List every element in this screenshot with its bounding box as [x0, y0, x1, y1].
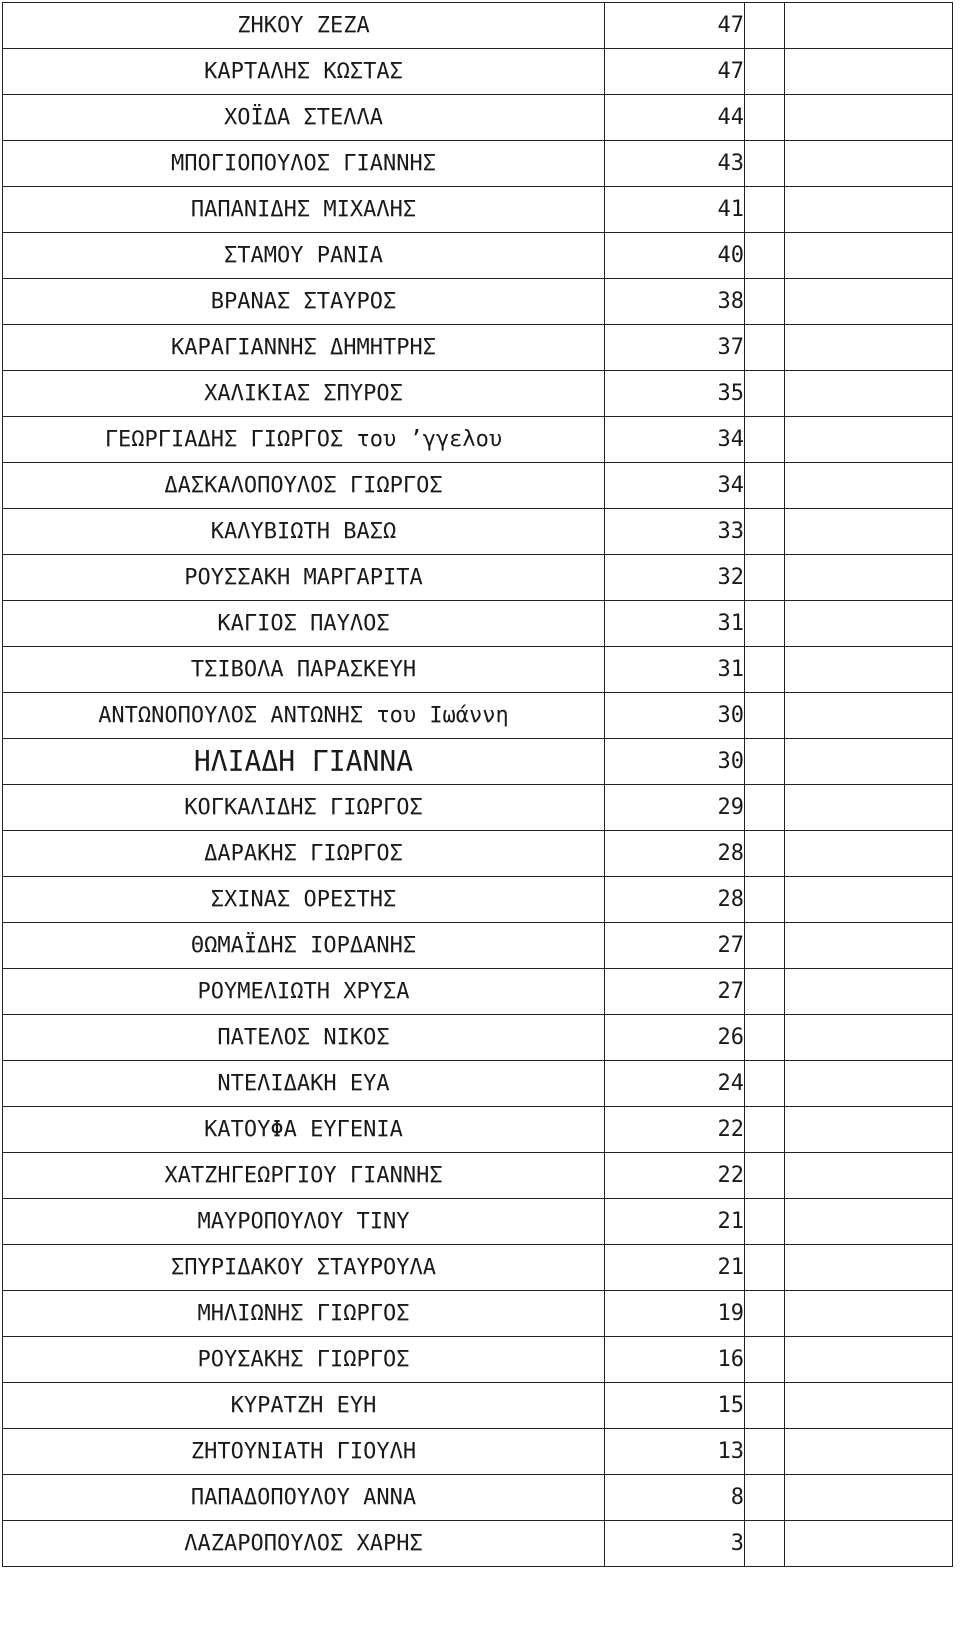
empty-cell — [785, 49, 953, 95]
table-row — [3, 1061, 953, 1107]
participant-name: ΔΑΡΑΚΗΣ ΓΙΩΡΓΟΣ — [3, 831, 605, 877]
table-row — [3, 233, 953, 279]
table-row — [3, 601, 953, 647]
table-row — [3, 95, 953, 141]
empty-cell — [785, 693, 953, 739]
empty-cell — [785, 1383, 953, 1429]
empty-cell — [745, 877, 785, 923]
participant-score: 24 — [605, 1061, 745, 1107]
participant-name: ΣΠΥΡΙΔΑΚΟΥ ΣΤΑΥΡΟΥΛΑ — [3, 1245, 605, 1291]
empty-cell — [785, 1475, 953, 1521]
participant-name: ΚΑΛΥΒΙΩΤΗ ΒΑΣΩ — [3, 509, 605, 555]
empty-cell — [745, 831, 785, 877]
empty-cell — [785, 1337, 953, 1383]
participant-score: 31 — [605, 601, 745, 647]
table-row — [3, 141, 953, 187]
table-row — [3, 1429, 953, 1475]
empty-cell — [745, 785, 785, 831]
empty-cell — [785, 969, 953, 1015]
participant-name: ΜΑΥΡΟΠΟΥΛΟΥ ΤΙΝΥ — [3, 1199, 605, 1245]
participant-name: ΧΑΤΖΗΓΕΩΡΓΙΟΥ ΓΙΑΝΝΗΣ — [3, 1153, 605, 1199]
empty-cell — [785, 325, 953, 371]
empty-cell — [745, 1521, 785, 1567]
empty-cell — [785, 1429, 953, 1475]
table-row — [3, 693, 953, 739]
table-row — [3, 1475, 953, 1521]
empty-cell — [745, 923, 785, 969]
empty-cell — [785, 1107, 953, 1153]
participant-name: ΣΤΑΜΟΥ ΡΑΝΙΑ — [3, 233, 605, 279]
participant-score: 34 — [605, 417, 745, 463]
empty-cell — [785, 1153, 953, 1199]
participant-name: ΠΑΠΑΔΟΠΟΥΛΟΥ ΑΝΝΑ — [3, 1475, 605, 1521]
empty-cell — [785, 279, 953, 325]
participant-name: ΖΗΤΟΥΝΙΑΤΗ ΓΙΟΥΛΗ — [3, 1429, 605, 1475]
participant-score: 31 — [605, 647, 745, 693]
empty-cell — [745, 1015, 785, 1061]
participant-score: 21 — [605, 1245, 745, 1291]
participant-name: ΑΝΤΩΝΟΠΟΥΛΟΣ ΑΝΤΩΝΗΣ του Ιωάννη — [3, 693, 605, 739]
table-row — [3, 831, 953, 877]
empty-cell — [745, 1107, 785, 1153]
participant-score: 40 — [605, 233, 745, 279]
participant-score: 28 — [605, 877, 745, 923]
participant-score: 26 — [605, 1015, 745, 1061]
participant-score: 19 — [605, 1291, 745, 1337]
table-row — [3, 325, 953, 371]
participant-name: ΚΑΡΤΑΛΗΣ ΚΩΣΤΑΣ — [3, 49, 605, 95]
participant-score: 33 — [605, 509, 745, 555]
table-row — [3, 739, 953, 785]
table-row — [3, 3, 953, 49]
empty-cell — [785, 187, 953, 233]
table-row — [3, 1291, 953, 1337]
participant-score: 34 — [605, 463, 745, 509]
empty-cell — [745, 1429, 785, 1475]
empty-cell — [745, 141, 785, 187]
table-row — [3, 785, 953, 831]
table-row — [3, 555, 953, 601]
table-row — [3, 1015, 953, 1061]
empty-cell — [785, 785, 953, 831]
empty-cell — [745, 1475, 785, 1521]
empty-cell — [785, 601, 953, 647]
empty-cell — [785, 923, 953, 969]
participant-name: ΛΑΖΑΡΟΠΟΥΛΟΣ ΧΑΡΗΣ — [3, 1521, 605, 1567]
table-row — [3, 969, 953, 1015]
participant-score: 8 — [605, 1475, 745, 1521]
empty-cell — [785, 95, 953, 141]
participant-score: 15 — [605, 1383, 745, 1429]
empty-cell — [745, 739, 785, 785]
table-row — [3, 187, 953, 233]
empty-cell — [745, 371, 785, 417]
participant-score: 22 — [605, 1107, 745, 1153]
empty-cell — [745, 3, 785, 49]
empty-cell — [745, 555, 785, 601]
participant-name: ΚΟΓΚΑΛΙΔΗΣ ΓΙΩΡΓΟΣ — [3, 785, 605, 831]
empty-cell — [745, 325, 785, 371]
participant-score: 27 — [605, 969, 745, 1015]
participant-score: 22 — [605, 1153, 745, 1199]
participant-score: 30 — [605, 739, 745, 785]
table-row — [3, 463, 953, 509]
empty-cell — [745, 1291, 785, 1337]
table-row — [3, 1245, 953, 1291]
table-row — [3, 1199, 953, 1245]
participant-name: ΒΡΑΝΑΣ ΣΤΑΥΡΟΣ — [3, 279, 605, 325]
empty-cell — [745, 1199, 785, 1245]
participant-score: 16 — [605, 1337, 745, 1383]
participant-name: ΚΑΓΙΟΣ ΠΑΥΛΟΣ — [3, 601, 605, 647]
participant-name: ΧΟΪΔΑ ΣΤΕΛΛΑ — [3, 95, 605, 141]
empty-cell — [785, 555, 953, 601]
empty-cell — [745, 463, 785, 509]
empty-cell — [785, 647, 953, 693]
empty-cell — [785, 463, 953, 509]
table-row — [3, 1107, 953, 1153]
empty-cell — [785, 877, 953, 923]
participant-score: 28 — [605, 831, 745, 877]
participant-score: 35 — [605, 371, 745, 417]
participant-score: 44 — [605, 95, 745, 141]
participant-name: ΚΥΡΑΤΖΗ ΕΥΗ — [3, 1383, 605, 1429]
empty-cell — [745, 279, 785, 325]
table-row — [3, 1153, 953, 1199]
empty-cell — [785, 1061, 953, 1107]
participant-score: 27 — [605, 923, 745, 969]
results-table — [2, 2, 953, 1567]
table-row — [3, 371, 953, 417]
participant-name: ΓΕΩΡΓΙΑΔΗΣ ΓΙΩΡΓΟΣ του ’γγελου — [3, 417, 605, 463]
table-row — [3, 1521, 953, 1567]
empty-cell — [785, 371, 953, 417]
participant-name: ΡΟΥΜΕΛΙΩΤΗ ΧΡΥΣΑ — [3, 969, 605, 1015]
participant-score: 38 — [605, 279, 745, 325]
empty-cell — [785, 141, 953, 187]
empty-cell — [745, 601, 785, 647]
empty-cell — [745, 969, 785, 1015]
empty-cell — [785, 1199, 953, 1245]
participant-name: ΜΠΟΓΙΟΠΟΥΛΟΣ ΓΙΑΝΝΗΣ — [3, 141, 605, 187]
participant-name: ΔΑΣΚΑΛΟΠΟΥΛΟΣ ΓΙΩΡΓΟΣ — [3, 463, 605, 509]
empty-cell — [745, 509, 785, 555]
table-row — [3, 1383, 953, 1429]
results-table-body — [3, 3, 953, 1567]
table-row — [3, 417, 953, 463]
empty-cell — [745, 1337, 785, 1383]
participant-name: ΖΗΚΟΥ ΖΕΖΑ — [3, 3, 605, 49]
participant-name: ΚΑΡΑΓΙΑΝΝΗΣ ΔΗΜΗΤΡΗΣ — [3, 325, 605, 371]
empty-cell — [785, 831, 953, 877]
empty-cell — [745, 1153, 785, 1199]
participant-name: ΣΧΙΝΑΣ ΟΡΕΣΤΗΣ — [3, 877, 605, 923]
empty-cell — [745, 233, 785, 279]
participant-score: 21 — [605, 1199, 745, 1245]
participant-score: 29 — [605, 785, 745, 831]
empty-cell — [745, 693, 785, 739]
participant-score: 47 — [605, 49, 745, 95]
table-row — [3, 509, 953, 555]
empty-cell — [785, 739, 953, 785]
empty-cell — [745, 49, 785, 95]
empty-cell — [785, 1015, 953, 1061]
participant-name: ΚΑΤΟΥΦΑ ΕΥΓΕΝΙΑ — [3, 1107, 605, 1153]
empty-cell — [785, 3, 953, 49]
participant-name: ΝΤΕΛΙΔΑΚΗ ΕΥΑ — [3, 1061, 605, 1107]
participant-name: ΗΛΙΑΔΗ ΓΙΑΝΝΑ — [3, 739, 605, 785]
table-row — [3, 923, 953, 969]
empty-cell — [785, 1521, 953, 1567]
empty-cell — [785, 1245, 953, 1291]
participant-name: ΠΑΠΑΝΙΔΗΣ ΜΙΧΑΛΗΣ — [3, 187, 605, 233]
participant-score: 41 — [605, 187, 745, 233]
participant-name: ΘΩΜΑΪΔΗΣ ΙΟΡΔΑΝΗΣ — [3, 923, 605, 969]
empty-cell — [745, 95, 785, 141]
participant-name: ΠΑΤΕΛΟΣ ΝΙΚΟΣ — [3, 1015, 605, 1061]
participant-name: ΤΣΙΒΟΛΑ ΠΑΡΑΣΚΕΥΗ — [3, 647, 605, 693]
table-row — [3, 49, 953, 95]
participant-score: 37 — [605, 325, 745, 371]
empty-cell — [745, 1383, 785, 1429]
participant-name: ΧΑΛΙΚΙΑΣ ΣΠΥΡΟΣ — [3, 371, 605, 417]
empty-cell — [785, 417, 953, 463]
empty-cell — [745, 647, 785, 693]
empty-cell — [785, 509, 953, 555]
participant-score: 30 — [605, 693, 745, 739]
empty-cell — [745, 417, 785, 463]
empty-cell — [785, 1291, 953, 1337]
participant-score: 43 — [605, 141, 745, 187]
participant-name: ΡΟΥΣΣΑΚΗ ΜΑΡΓΑΡΙΤΑ — [3, 555, 605, 601]
participant-score: 32 — [605, 555, 745, 601]
table-row — [3, 1337, 953, 1383]
participant-score: 3 — [605, 1521, 745, 1567]
table-row — [3, 877, 953, 923]
participant-score: 13 — [605, 1429, 745, 1475]
table-row — [3, 279, 953, 325]
participant-score: 47 — [605, 3, 745, 49]
table-row — [3, 647, 953, 693]
empty-cell — [745, 1061, 785, 1107]
participant-name: ΜΗΛΙΩΝΗΣ ΓΙΩΡΓΟΣ — [3, 1291, 605, 1337]
empty-cell — [785, 233, 953, 279]
empty-cell — [745, 1245, 785, 1291]
empty-cell — [745, 187, 785, 233]
participant-name: ΡΟΥΣΑΚΗΣ ΓΙΩΡΓΟΣ — [3, 1337, 605, 1383]
